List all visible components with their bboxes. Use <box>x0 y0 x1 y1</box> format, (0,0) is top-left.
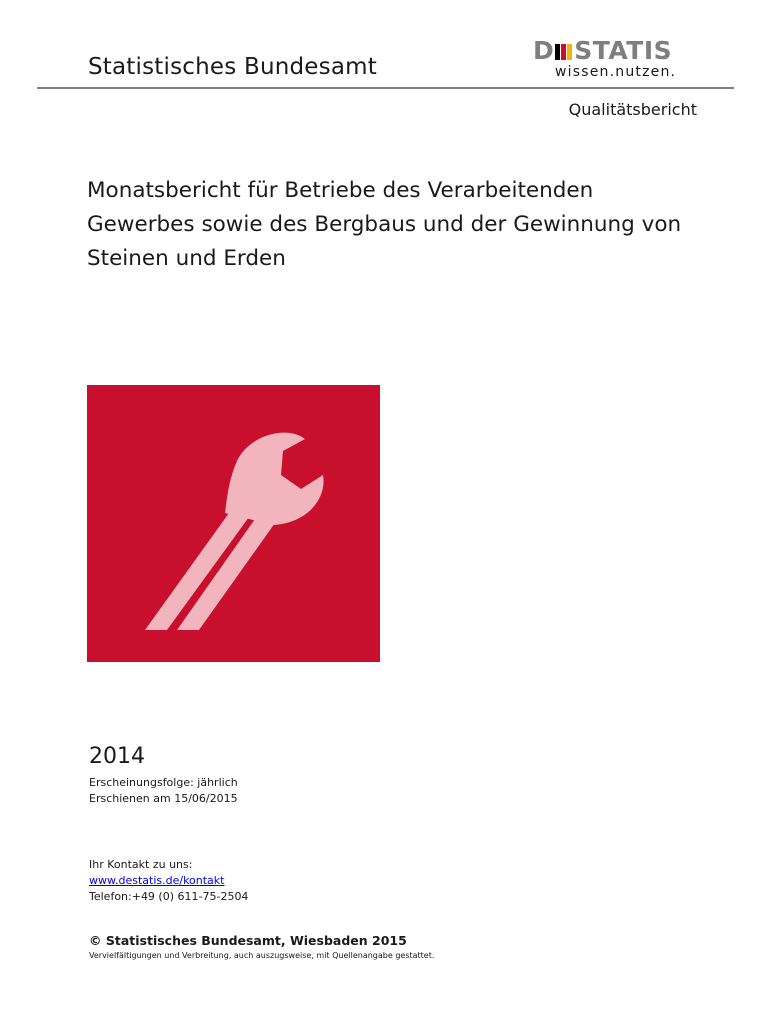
contact-link[interactable]: www.destatis.de/kontakt <box>89 874 225 887</box>
copyright: © Statistisches Bundesamt, Wiesbaden 2015 <box>89 933 407 948</box>
title-line-3: Steinen und Erden <box>87 246 286 271</box>
wrench-icon <box>87 385 380 662</box>
copyright-note: Vervielfältigungen und Verbreitung, auch auszugsweise, mit Quellenangabe gestattet. <box>89 951 435 960</box>
logo-prefix: D <box>533 36 555 65</box>
header-divider <box>37 87 734 89</box>
publication-meta <box>89 775 238 807</box>
contact-block <box>89 857 248 905</box>
logo-tagline: wissen.nutzen. <box>555 64 677 80</box>
publication-year: 2014 <box>89 744 145 769</box>
cover-image <box>87 385 380 662</box>
logo-bars-icon <box>555 42 573 60</box>
title-line-1: Monatsbericht für Betriebe des Verarbeitenden <box>87 178 594 203</box>
destatis-logo <box>533 36 699 82</box>
publication-date: Erschienen am 15/06/2015 <box>89 792 238 805</box>
title-line-2: Gewerbes sowie des Bergbaus und der Gewinnung von <box>87 212 682 237</box>
logo-wordmark <box>533 36 672 66</box>
document-title <box>87 174 707 276</box>
contact-label: Ihr Kontakt zu uns: <box>89 858 193 871</box>
publication-frequency: Erscheinungsfolge: jährlich <box>89 776 238 789</box>
report-type: Qualitätsbericht <box>568 100 697 119</box>
organization-name: Statistisches Bundesamt <box>88 54 377 80</box>
contact-phone: Telefon:+49 (0) 611-75-2504 <box>89 890 249 903</box>
logo-suffix: STATIS <box>574 36 673 65</box>
